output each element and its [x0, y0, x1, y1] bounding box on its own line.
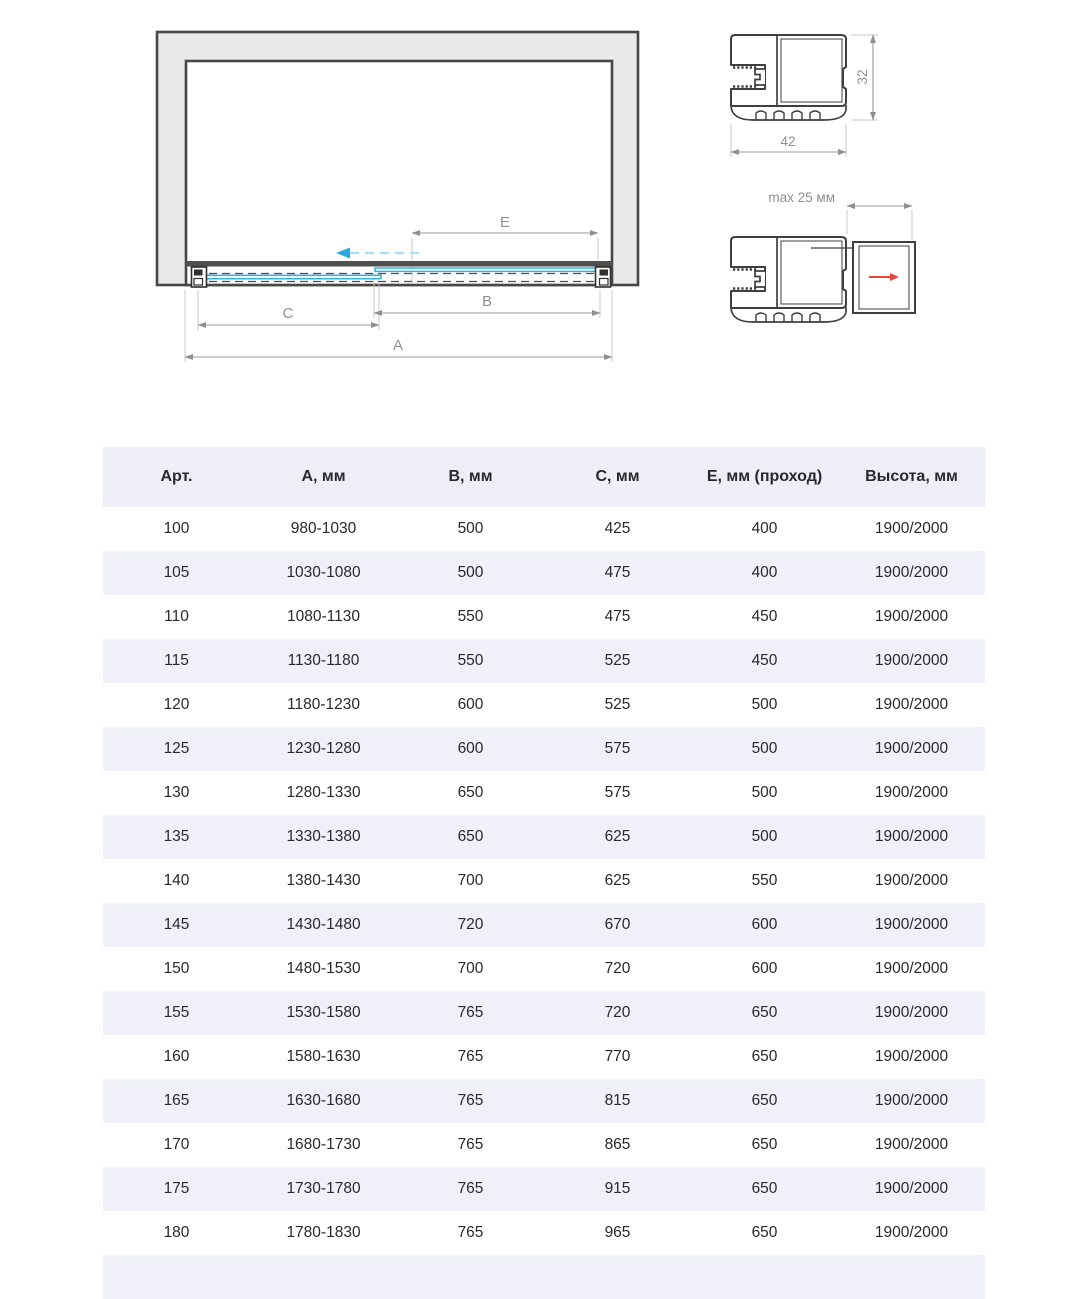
table-cell: 1900/2000: [874, 1048, 949, 1065]
table-cell: 425: [604, 520, 631, 537]
table-cell: 500: [751, 740, 778, 757]
table-cell: 650: [751, 1136, 778, 1153]
table-cell: 550: [751, 872, 778, 889]
table-cell: 500: [457, 520, 484, 537]
technical-diagram: [0, 0, 1087, 435]
table-cell: 475: [604, 564, 631, 581]
table-cell: 575: [604, 784, 631, 801]
table-cell: 1330-1380: [286, 828, 361, 845]
table-cell: 150: [163, 960, 190, 977]
table-cell: 600: [457, 696, 484, 713]
table-cell: 1900/2000: [874, 1092, 949, 1109]
table-cell: 765: [457, 1224, 484, 1241]
table-cell: 1080-1130: [287, 608, 360, 625]
table-cell: 1900/2000: [874, 1136, 949, 1153]
table-row: [103, 683, 985, 727]
table-cell: 1900/2000: [874, 652, 949, 669]
table-cell: 400: [751, 564, 778, 581]
table-cell: 700: [457, 872, 484, 889]
table-row: [103, 639, 985, 683]
table-cell: 1130-1180: [287, 652, 360, 669]
column-header: Высота, мм: [865, 468, 958, 485]
table-cell: 1900/2000: [874, 828, 949, 845]
table-cell: 815: [604, 1092, 631, 1109]
bracket-right: [596, 267, 611, 287]
table-cell: 1900/2000: [874, 608, 949, 625]
table-cell: 720: [604, 960, 631, 977]
table-cell: 115: [164, 652, 189, 669]
table-cell: 1900/2000: [874, 960, 949, 977]
table-cell: 765: [457, 1048, 484, 1065]
table-row: [103, 1167, 985, 1211]
profile-adjustment-drawing: [731, 190, 915, 322]
column-header: С, мм: [595, 468, 640, 485]
table-cell: 450: [751, 608, 778, 625]
table-cell: 175: [163, 1180, 190, 1197]
table-cell: 180: [163, 1224, 190, 1241]
table-cell: 120: [163, 696, 190, 713]
table-cell: 720: [604, 1004, 631, 1021]
table-cell: 1630-1680: [286, 1092, 361, 1109]
table-cell: 650: [457, 784, 484, 801]
column-header: Арт.: [160, 468, 193, 485]
table-cell: 550: [457, 608, 484, 625]
table-cell: 525: [604, 652, 631, 669]
table-row: [103, 507, 985, 551]
table-cell: 1030-1080: [286, 564, 361, 581]
table-cell: 550: [457, 652, 484, 669]
table-cell: 650: [751, 1048, 778, 1065]
table-cell: 1900/2000: [874, 740, 949, 757]
table-row: [103, 1079, 985, 1123]
table-cell: 670: [604, 916, 631, 933]
table-cell: 575: [604, 740, 631, 757]
table-cell: 600: [751, 960, 778, 977]
table-cell: 125: [163, 740, 190, 757]
table-cell: 765: [457, 1092, 484, 1109]
table-cell: 765: [457, 1180, 484, 1197]
table-row: [103, 903, 985, 947]
table-cell: 625: [604, 872, 631, 889]
table-row: [103, 815, 985, 859]
table-cell: 1900/2000: [874, 916, 949, 933]
table-cell: 1730-1780: [286, 1180, 361, 1197]
spec-table: [103, 447, 985, 1299]
table-cell: 600: [457, 740, 484, 757]
table-cell: 965: [604, 1224, 631, 1241]
column-header: Е, мм (проход): [706, 468, 823, 485]
table-row: [103, 1035, 985, 1079]
table-cell: 1900/2000: [874, 1180, 949, 1197]
table-cell: 1900/2000: [874, 784, 949, 801]
table-row-partial: [103, 1255, 985, 1299]
table-cell: 100: [163, 520, 190, 537]
table-cell: 500: [751, 696, 778, 713]
table-cell: 1680-1730: [286, 1136, 361, 1153]
table-cell: 165: [163, 1092, 190, 1109]
table-cell: 130: [163, 784, 190, 801]
table-cell: 160: [163, 1048, 190, 1065]
table-cell: 525: [604, 696, 631, 713]
dimension-label-e: E: [499, 214, 511, 231]
table-cell: 600: [751, 916, 778, 933]
spec-table-header: [103, 447, 985, 507]
table-cell: 720: [457, 916, 484, 933]
glass-panel-fixed: [375, 268, 608, 271]
table-cell: 145: [163, 916, 190, 933]
table-cell: 1380-1430: [286, 872, 361, 889]
track-bar: [186, 261, 612, 267]
table-cell: 500: [457, 564, 484, 581]
table-cell: 1900/2000: [874, 696, 949, 713]
table-cell: 980-1030: [290, 520, 357, 537]
table-cell: 650: [751, 1224, 778, 1241]
table-cell: 1230-1280: [286, 740, 361, 757]
bracket-left: [192, 267, 207, 287]
table-cell: 1580-1630: [286, 1048, 361, 1065]
dimension-label-a: A: [392, 337, 404, 354]
dimension-label-c: C: [282, 305, 294, 322]
table-row: [103, 771, 985, 815]
table-cell: 1900/2000: [874, 1224, 949, 1241]
table-row: [103, 595, 985, 639]
dimension-label-b: B: [481, 293, 493, 310]
table-cell: 400: [751, 520, 778, 537]
table-cell: 1480-1530: [286, 960, 361, 977]
table-cell: 765: [457, 1136, 484, 1153]
niche-inner: [186, 61, 612, 285]
table-cell: 625: [604, 828, 631, 845]
profile-adjust-label: max 25 мм: [768, 190, 835, 205]
top-view-drawing: [157, 32, 638, 362]
profile-section-drawing: [731, 35, 878, 157]
table-cell: 155: [163, 1004, 190, 1021]
table-cell: 450: [751, 652, 778, 669]
table-cell: 650: [751, 1180, 778, 1197]
table-cell: 765: [457, 1004, 484, 1021]
table-row: [103, 1211, 985, 1255]
glass-panel-sliding: [200, 275, 381, 278]
dimension-b: [374, 293, 600, 313]
table-cell: 475: [604, 608, 631, 625]
table-cell: 140: [163, 872, 190, 889]
table-row: [103, 727, 985, 771]
table-cell: 1900/2000: [874, 520, 949, 537]
table-cell: 170: [163, 1136, 190, 1153]
table-cell: 1900/2000: [874, 1004, 949, 1021]
table-cell: 650: [751, 1092, 778, 1109]
column-header: В, мм: [448, 468, 493, 485]
table-cell: 915: [604, 1180, 631, 1197]
table-cell: 135: [163, 828, 190, 845]
table-cell: 105: [163, 564, 190, 581]
table-cell: 865: [604, 1136, 631, 1153]
table-cell: 1430-1480: [286, 916, 361, 933]
table-row: [103, 551, 985, 595]
table-cell: 650: [751, 1004, 778, 1021]
table-cell: 1780-1830: [286, 1224, 361, 1241]
table-cell: 1900/2000: [874, 872, 949, 889]
table-cell: 700: [457, 960, 484, 977]
table-cell: 770: [604, 1048, 631, 1065]
table-row: [103, 947, 985, 991]
table-cell: 1530-1580: [286, 1004, 361, 1021]
table-row: [103, 991, 985, 1035]
table-cell: 500: [751, 784, 778, 801]
table-cell: 1180-1230: [287, 696, 360, 713]
table-cell: 110: [164, 608, 189, 625]
profile-width-label: 42: [780, 134, 796, 149]
dimension-a: [185, 337, 612, 357]
table-row: [103, 859, 985, 903]
dimension-c: [198, 305, 379, 325]
adjust-extension-lines: [847, 210, 912, 240]
table-cell: 1900/2000: [874, 564, 949, 581]
table-cell: 1280-1330: [286, 784, 361, 801]
table-row: [103, 1123, 985, 1167]
table-cell: 650: [457, 828, 484, 845]
table-cell: 500: [751, 828, 778, 845]
spec-table-rows: [103, 507, 985, 1255]
column-header: А, мм: [301, 468, 346, 485]
profile-height-label: 32: [855, 69, 870, 85]
